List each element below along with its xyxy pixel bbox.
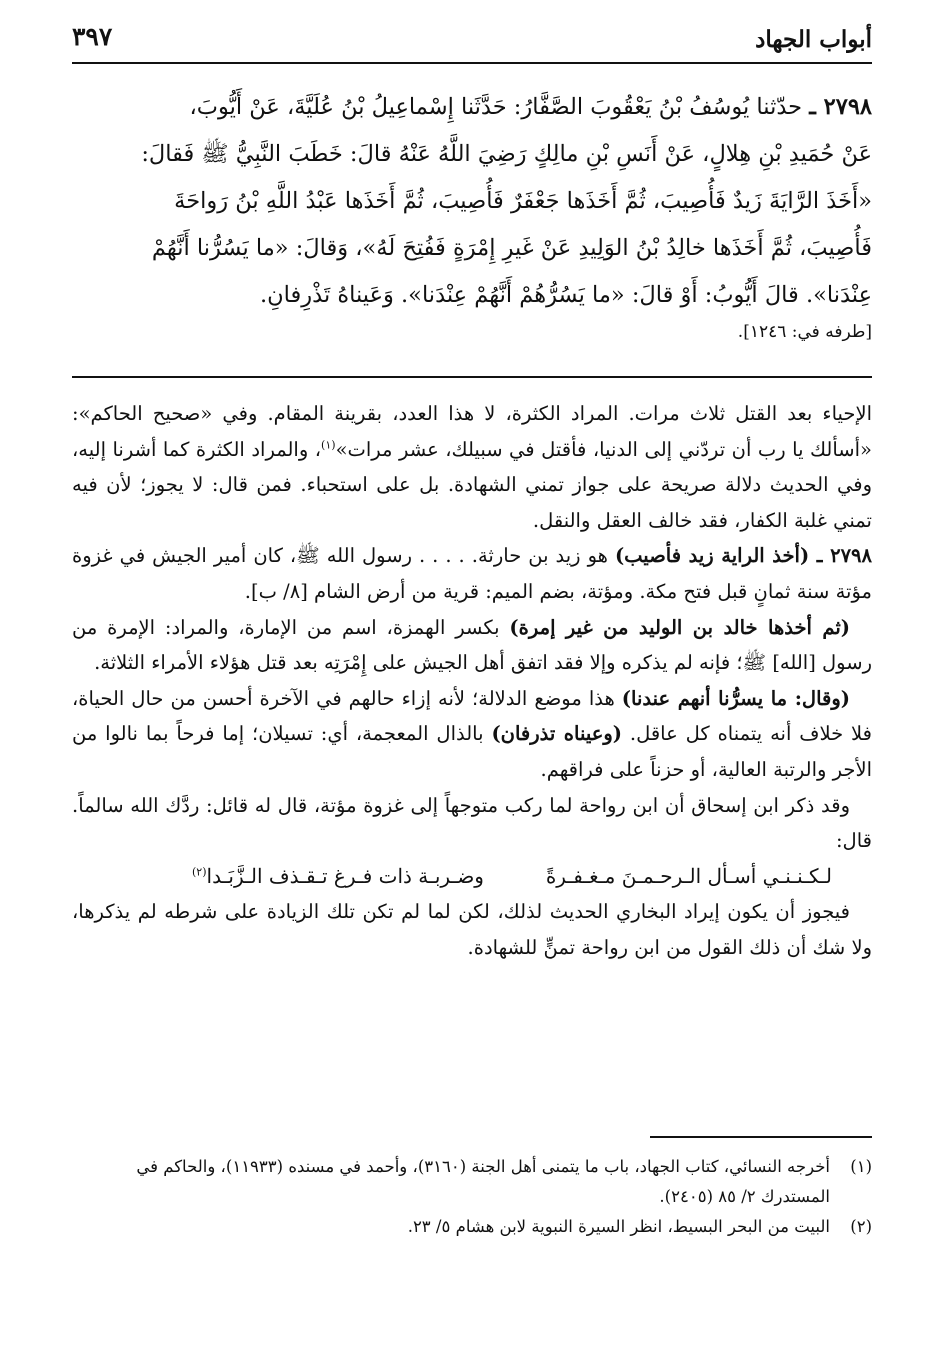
hadith-number: ٢٧٩٨ ـ [809, 94, 872, 120]
footnote-ref: (١) [321, 438, 336, 452]
section-divider [72, 376, 872, 378]
hadith-line: عِنْدَنا». قالَ أَيُّوبُ: أَوْ قالَ: «ما يَسُرُّهُمْ أَنَّهُمْ عِنْدَنا». وَعَيناهُ تَذْرِفانِ. [259, 282, 872, 308]
commentary-paragraph: الإحياء بعد القتل ثلاث مرات. المراد الكثرة، لا هذا العدد، بقرينة المقام. وفي «صحيح الحاكم»: «أسألك يا رب أن تردّني إلى الدنيا، فأقتل في سبيلك، عشر مرات»$^{(١)}$، والمراد الكثرة كما أشرنا إليه، وفي الحديث دلالة صريحة على جواز تمني الشهادة. بل على استحباء. فمن قال: لا يجوز؛ لأن فيه تمني غلبة الكفار، فقد خالف العقل والنقل. [72, 402, 872, 532]
hadith-line: «أَخَذَ الرَّايَةَ زَيدٌ فَأُصِيبَ، ثُمَّ أَخَذَها جَعْفَرٌ فَأُصِيبَ، ثُمَّ أَخَذَها عَبْدُ اللَّهِ بْنُ رَواحَةَ [174, 188, 872, 214]
hadith-line: فَأُصِيبَ، ثُمَّ أَخَذَها خالِدُ بْنُ الوَلِيدِ عَنْ غَيرِ إِمْرَةٍ فَفُتِحَ لَهُ»، وَقالَ: «ما يَسُرُّنا أَنَّهُمْ [151, 235, 872, 261]
footnote-ref: (٢) [192, 865, 207, 879]
footnotes [72, 1152, 872, 1242]
lemma: ٢٧٩٨ ـ (أخذ الراية زيد فأصيب) [614, 544, 872, 568]
hadith-text [72, 84, 872, 319]
commentary-paragraph: وقد ذكر ابن إسحاق أن ابن رواحة لما ركب متوجهاً إلى غزوة مؤتة، قال له قائل: ردَّك الله سالماً. قال: [72, 793, 872, 853]
footnote-number: (١) [850, 1157, 872, 1176]
commentary-paragraph: (ثم أخذها خالد بن الوليد من غير إمرة) بكسر الهمزة، اسم من الإمارة، والمراد: الإمرة من رسول [الله] ﷺ؛ فإنه لم يذكره وإلا فقد اتفق أهل الجيش على إِمْرَتِه بعد قتل هؤلاء الأمراء الثلاثة. [72, 615, 872, 675]
footnote [72, 1212, 872, 1242]
poetry-verse [72, 859, 872, 895]
header-rule [72, 62, 872, 64]
footnote [72, 1152, 872, 1212]
lemma: (وعيناه تذرفان) [491, 722, 623, 746]
lemma: (وقال: ما يسرُّنا أنهم عندنا) [621, 686, 850, 710]
page-number: ٣٩٧ [72, 22, 113, 51]
lemma: (ثم أخذها خالد بن الوليد من غير إمرة) [509, 615, 851, 639]
footnote-text: البيت من البحر البسيط، انظر السيرة النبوية لابن هشام ٥/ ٢٣. [407, 1217, 830, 1236]
footnote-rule [650, 1136, 872, 1138]
footnote-number: (٢) [850, 1217, 872, 1236]
running-head: أبواب الجهاد [755, 26, 872, 53]
cross-reference: [طرفه في: ١٢٤٦]. [737, 322, 872, 342]
hadith-line: ٢٧٩٨ ـ حدّثنا يُوسُفُ بْنُ يَعْقُوبَ الصَّفَّارُ: حَدَّثَنا إِسْماعِيلُ بْنُ عُلَيَّةَ، عَنْ أَيُّوبَ، [189, 94, 872, 120]
footnote-text: أخرجه النسائي، كتاب الجهاد، باب ما يتمنى أهل الجنة (٣١٦٠)، وأحمد في مسنده (١١٩٣٣)، والحاكم في المستدرك ٢/ ٨٥ (٢٤٠٥). [136, 1157, 830, 1206]
verse-hemistich-first: لـكـنـنـي أسـأل الـرحـمـنَ مـغـفـرةً [545, 863, 832, 888]
commentary-paragraph: ٢٧٩٨ ـ (أخذ الراية زيد فأصيب) هو زيد بن حارثة. . . . . رسول الله ﷺ، كان أمير الجيش في غزوة مؤتة سنة ثمانٍ قبل فتح مكة. ومؤتة، بضم الميم: قرية من أرض الشام [٨/ ب]. [72, 544, 872, 603]
commentary-paragraph: فيجوز أن يكون إيراد البخاري الحديث لذلك، لكن لما لم تكن تلك الزيادة على شرطه لم يذكرها، ولا شك أن ذلك القول من ابن رواحة تمنٍّ للشهادة. [72, 900, 872, 959]
page-header [72, 18, 872, 58]
commentary-paragraph: (وقال: ما يسرُّنا أنهم عندنا) هذا موضع الدلالة؛ لأنه إزاء حالهم في الآخرة أحسن من حال الحياة، فلا خلاف أنه يتمناه كل عاقل. (وعيناه تذرفان) بالذال المعجمة، أي: تسيلان؛ إما فرحاً بما نالوا من الأجر والرتبة العالية، أو حزناً على فراقهم. [72, 686, 872, 781]
commentary [72, 396, 872, 966]
verse-hemistich-second: وضـربـة ذات فـرغ تـقـذف الـزَّبَـدا$^{(٢)}$ [192, 863, 484, 888]
hadith-line: عَنْ حُمَيدِ بْنِ هِلالٍ، عَنْ أَنَسِ بْنِ مالِكٍ رَضِيَ اللَّهُ عَنْهُ قالَ: خَطَبَ النَّبِيُّ ﷺ فَقالَ: [141, 141, 872, 167]
